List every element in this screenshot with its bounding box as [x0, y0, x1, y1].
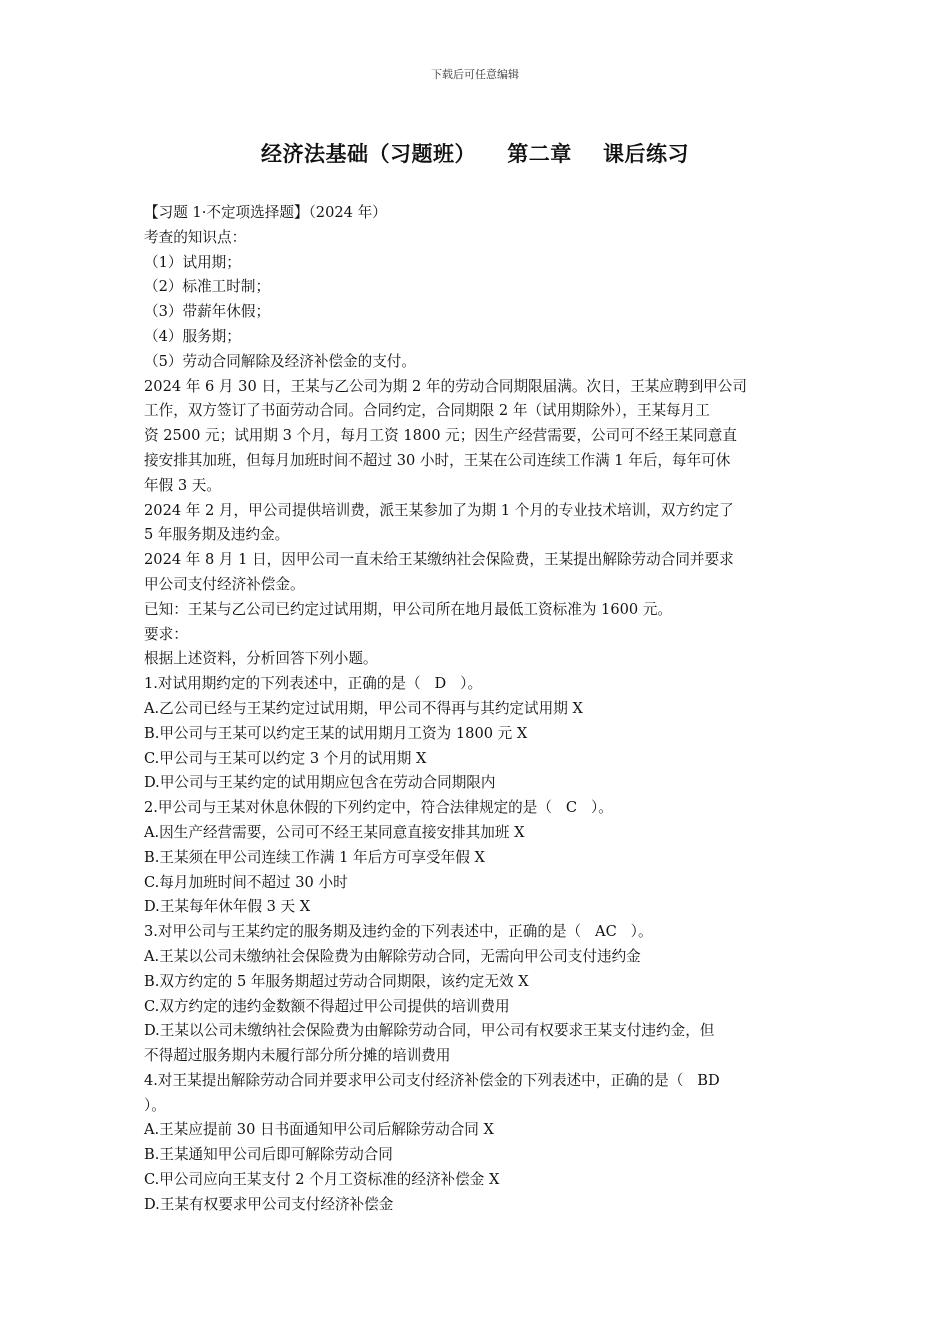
knowledge-point: （2）标准工时制；: [144, 278, 271, 296]
question-2-option-d: D.王某每年休年假 3 天 X: [144, 898, 311, 916]
page-title: 经济法基础（习题班） 第二章 课后练习: [261, 142, 689, 166]
question-4-option-d: D.王某有权要求甲公司支付经济补偿金: [144, 1195, 394, 1213]
question-4-option-b: B.王某通知甲公司后即可解除劳动合同: [144, 1146, 393, 1164]
instructions: 根据上述资料，分析回答下列小题。: [144, 650, 378, 668]
case-text-line: 5 年服务期及违约金。: [144, 526, 290, 544]
question-3-option-d: D.王某以公司未缴纳社会保险费为由解除劳动合同，甲公司有权要求王某支付违约金，但: [144, 1022, 715, 1040]
question-3-option-d-continued: 不得超过服务期内未履行部分所分摊的培训费用: [144, 1047, 451, 1065]
question-1-option-a: A.乙公司已经与王某约定过试用期，甲公司不得再与其约定试用期 X: [144, 699, 583, 717]
knowledge-point: （4）服务期；: [144, 327, 241, 345]
question-2-option-a: A.因生产经营需要，公司可不经王某同意直接安排其加班 X: [144, 823, 525, 841]
question-2-option-c: C.每月加班时间不超过 30 小时: [144, 873, 348, 891]
case-text-line: 2024 年 2 月，甲公司提供培训费，派王某参加了为期 1 个月的专业技术培训，双方约定了: [144, 501, 734, 519]
knowledge-point: （3）带薪年休假；: [144, 303, 271, 321]
case-text-line: 工作，双方签订了书面劳动合同。合同约定，合同期限 2 年（试用期除外），王某每月工: [144, 402, 710, 420]
question-4-option-a: A.王某应提前 30 日书面通知甲公司后解除劳动合同 X: [144, 1121, 494, 1139]
question-3-option-a: A.王某以公司未缴纳社会保险费为由解除劳动合同，无需向甲公司支付违约金: [144, 947, 641, 965]
question-1-option-d: D.甲公司与王某约定的试用期应包含在劳动合同期限内: [144, 774, 496, 792]
question-3: 3.对甲公司与王某约定的服务期及违约金的下列表述中，正确的是（ AC ）。: [144, 923, 653, 941]
requirements-label: 要求：: [144, 625, 188, 643]
question-4-continued: ）。: [144, 1096, 166, 1114]
document-body: [144, 201, 816, 1218]
case-text-line: 2024 年 8 月 1 日，因甲公司一直未给王某缴纳社会保险费，王某提出解除劳动合同并要求: [144, 551, 734, 569]
case-text-line: 资 2500 元；试用期 3 个月，每月工资 1800 元；因生产经营需要，公司可不经王某同意直: [144, 427, 737, 445]
knowledge-point: （1）试用期；: [144, 253, 241, 271]
question-1-option-c: C.甲公司与王某可以约定 3 个月的试用期 X: [144, 749, 427, 767]
knowledge-points-label: 考查的知识点：: [144, 228, 247, 246]
case-text-line: 2024 年 6 月 30 日，王某与乙公司为期 2 年的劳动合同期限届满。次日，王某应聘到甲公司: [144, 377, 747, 395]
header-note: 下载后可任意编辑: [431, 68, 519, 81]
question-4-option-c: C.甲公司应向王某支付 2 个月工资标准的经济补偿金 X: [144, 1171, 500, 1189]
known-conditions: 已知：王某与乙公司已约定过试用期，甲公司所在地月最低工资标准为 1600 元。: [144, 600, 673, 618]
question-3-option-b: B.双方约定的 5 年服务期超过劳动合同期限，该约定无效 X: [144, 972, 529, 990]
question-1-option-b: B.甲公司与王某可以约定王某的试用期月工资为 1800 元 X: [144, 724, 528, 742]
question-1: 1.对试用期约定的下列表述中，正确的是（ D ）。: [144, 675, 483, 693]
knowledge-point: （5）劳动合同解除及经济补偿金的支付。: [144, 352, 416, 370]
case-text-line: 接安排其加班，但每月加班时间不超过 30 小时，王某在公司连续工作满 1 年后，每年可休: [144, 451, 731, 469]
question-2: 2.甲公司与王某对休息休假的下列约定中，符合法律规定的是（ C ）。: [144, 799, 613, 817]
question-2-option-b: B.王某须在甲公司连续工作满 1 年后方可享受年假 X: [144, 848, 485, 866]
case-text-line: 年假 3 天。: [144, 476, 221, 494]
case-text-line: 甲公司支付经济补偿金。: [144, 575, 305, 593]
question-4: 4.对王某提出解除劳动合同并要求甲公司支付经济补偿金的下列表述中，正确的是（ BD: [144, 1071, 720, 1089]
question-3-option-c: C.双方约定的违约金数额不得超过甲公司提供的培训费用: [144, 997, 510, 1015]
exercise-heading: 【习题 1·不定项选择题】（2024 年）: [144, 204, 387, 221]
